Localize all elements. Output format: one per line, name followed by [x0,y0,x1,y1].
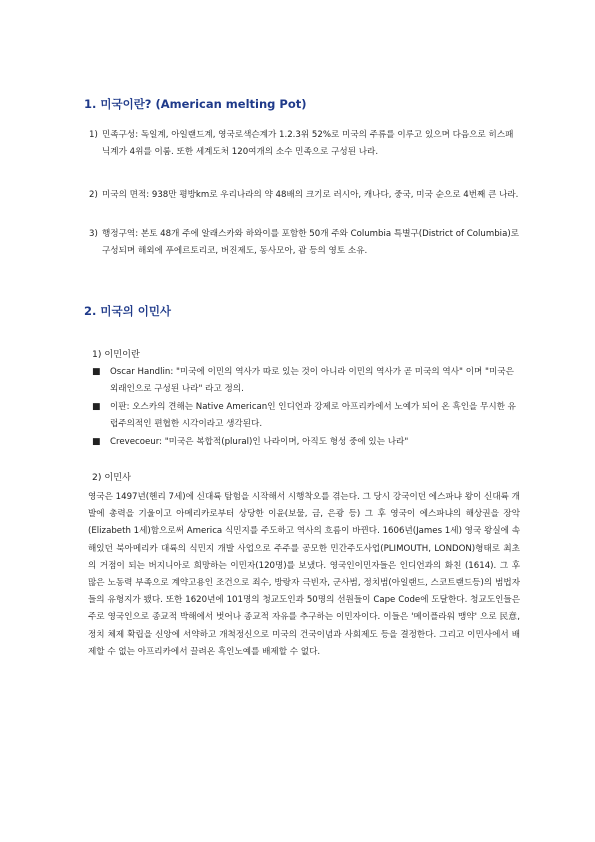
subsection-2-heading: 2) 이민사 [92,472,131,483]
bullet-text: 이판: 오스카의 견해는 Native American인 인디언과 강제로 아프리카에서 노예가 되어 온 흑인을 무시한 유럽주의적인 편협한 시각이라고 생각된다. [110,402,516,429]
bullet-item [92,364,520,398]
bullet-item [92,399,520,433]
list-item-text: 행정구역: 본토 48개 주에 알래스카와 하와이를 포함한 50개 주와 Columbia 특별구(District of Columbia)로 구성되며 해외에 푸에르토리코, 버진제도, 동사모아, 괌 등의 영토 소유. [102,229,519,256]
list-item-number: 2) [89,190,98,200]
bullet-text: Oscar Handlin: "미국에 이민의 역사가 따로 있는 것이 아니라 이민의 역사가 곧 미국의 역사" 이며 "미국은 외래인으로 구성된 나라" 라고 정의. [110,367,514,394]
square-bullet-icon: ■ [92,367,101,377]
list-item [89,127,519,161]
bullet-item [92,434,520,451]
list-item-number: 1) [89,130,98,140]
list-item-number: 3) [89,229,98,239]
subsection-1-heading: 1) 이민이란 [92,349,140,360]
bullet-text: Crevecoeur: "미국은 복합적(plural)인 나라이며, 아직도 형성 중에 있는 나라" [110,437,409,447]
list-item-text: 민족구성: 독일계, 아일랜드계, 영국로색슨계가 1.2.3위 52%로 미국의 주류를 이루고 있으며 다음으로 히스패닉계가 4위를 이룸. 또한 세계도처 120여개의 소수 민족으로 구성된 나라. [102,130,514,157]
list-item-text: 미국의 면적: 938만 평방km로 우리나라의 약 48배의 크기로 러시아, 캐나다, 중국, 미국 순으로 4번째 큰 나라. [102,190,519,200]
body-paragraph: 영국은 1497년(헨리 7세)에 신대륙 탐험을 시작해서 시행착오를 겪는다. 그 당시 강국이던 에스파냐 왕이 신대륙 개발에 총력을 기울이고 아메리카로부터 상당한 이윤(보물, 금, 은광 등) 그 후 영국이 에스파냐의 해상권을 장악(Elizabeth 1세)함으로써 America 식민지를 주도하고 역사의 흐름이 바뀐다. 1606년(James 1세) 영국 왕실에 속해있던 북아메리카 대륙의 식민지 개발 사업으로 주주를 공모한 민간주도사업(PLIMOUTH, LONDON)형태로 최초의 거점이 되는 버지니아로 희망하는 이민자(120명)를 보냈다. 영국인이민자들은 인디언과의 화친 (1614). 그 후 많은 노동력 부족으로 계약고용인 조건으로 죄수, 방랑자 극빈자, 군사범, 정치범(아일랜드, 스코트랜드등)의 범법자들의 유형지가 됐다. 또한 1620년에 101명의 청교도인과 50명의 선원들이 Cape Code에 도달한다. 청교도인들은 주로 영국인으로 종교적 박해에서 벗어나 종교적 자유를 추구하는 이민자이다. 이들은 '메이플라워 맹약' 으로 民意, 정치 체제 확립을 신앙에 서약하고 개척정신으로 미국의 건국이념과 사회제도 등을 결정한다. 그리고 이민사에서 배제할 수 없는 아프리카에서 끌려온 흑인노예를 배제할 수 없다. [88,492,520,657]
square-bullet-icon: ■ [92,402,101,412]
list-item [89,187,519,204]
section-1-heading: 1. 미국이란? (American melting Pot) [84,97,307,111]
square-bullet-icon: ■ [92,437,101,447]
list-item [89,226,519,260]
section-2-heading: 2. 미국의 이민사 [84,304,172,318]
